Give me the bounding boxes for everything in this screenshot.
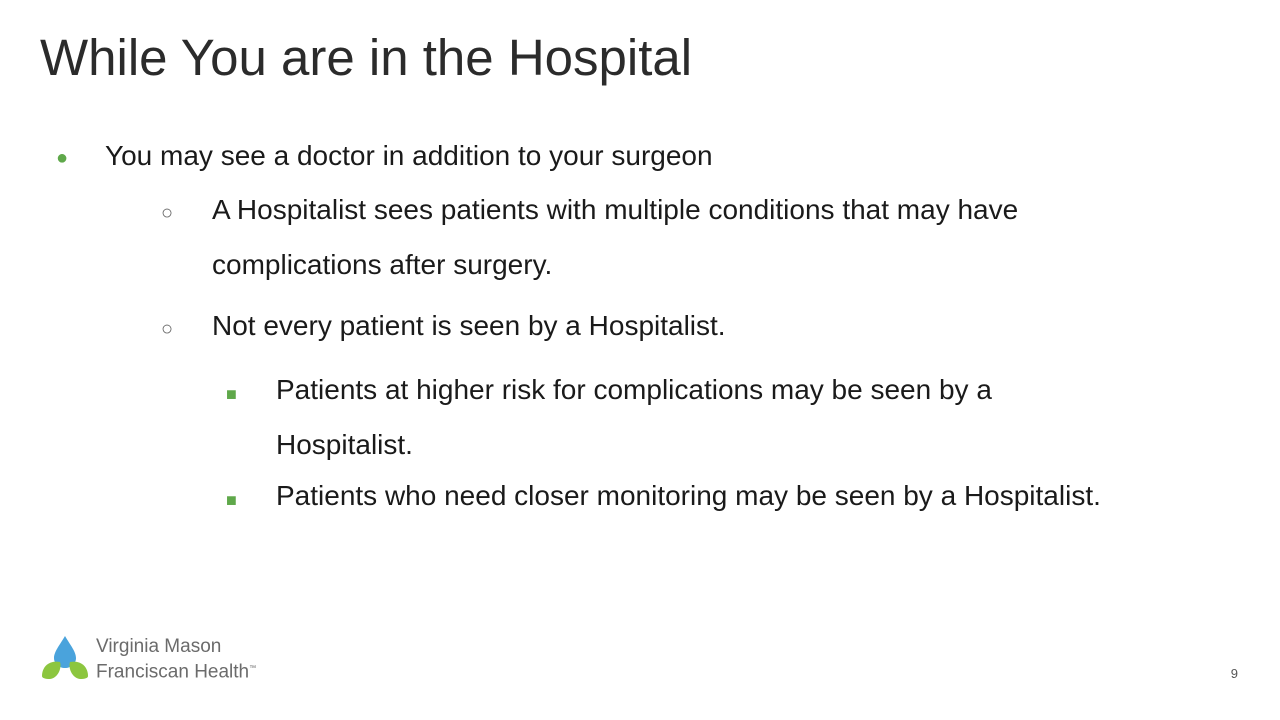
logo-wordmark (96, 636, 256, 683)
bullet-hollow-circle-icon: ○ (161, 318, 174, 340)
bullet-level2-text-line2: complications after surgery. (212, 249, 553, 280)
bullet-level3-text: Patients who need closer monitoring may be seen by a Hospitalist. (276, 480, 1101, 511)
bullet-level1-text: You may see a doctor in addition to your surgeon (105, 140, 713, 171)
logo-line1: Virginia Mason (96, 636, 222, 657)
bullet-square-icon: ■ (226, 490, 237, 510)
bullet-filled-circle-icon: ● (56, 147, 69, 169)
bullet-level2-text-line1: A Hospitalist sees patients with multiple conditions that may have (212, 194, 1019, 225)
bullet-level3-text-line1: Patients at higher risk for complications may be seen by a (276, 374, 992, 405)
page-number: 9 (1230, 666, 1238, 681)
logo-line2: Franciscan Health™ (96, 661, 257, 683)
bullet-level2-text: Not every patient is seen by a Hospitalist. (212, 310, 726, 341)
bullet-square-icon: ■ (226, 384, 237, 404)
bullet-level3-text-line2: Hospitalist. (276, 429, 413, 460)
trademark-mark: ™ (249, 665, 257, 672)
slide-title: While You are in the Hospital (40, 29, 693, 86)
bullet-hollow-circle-icon: ○ (161, 202, 174, 224)
